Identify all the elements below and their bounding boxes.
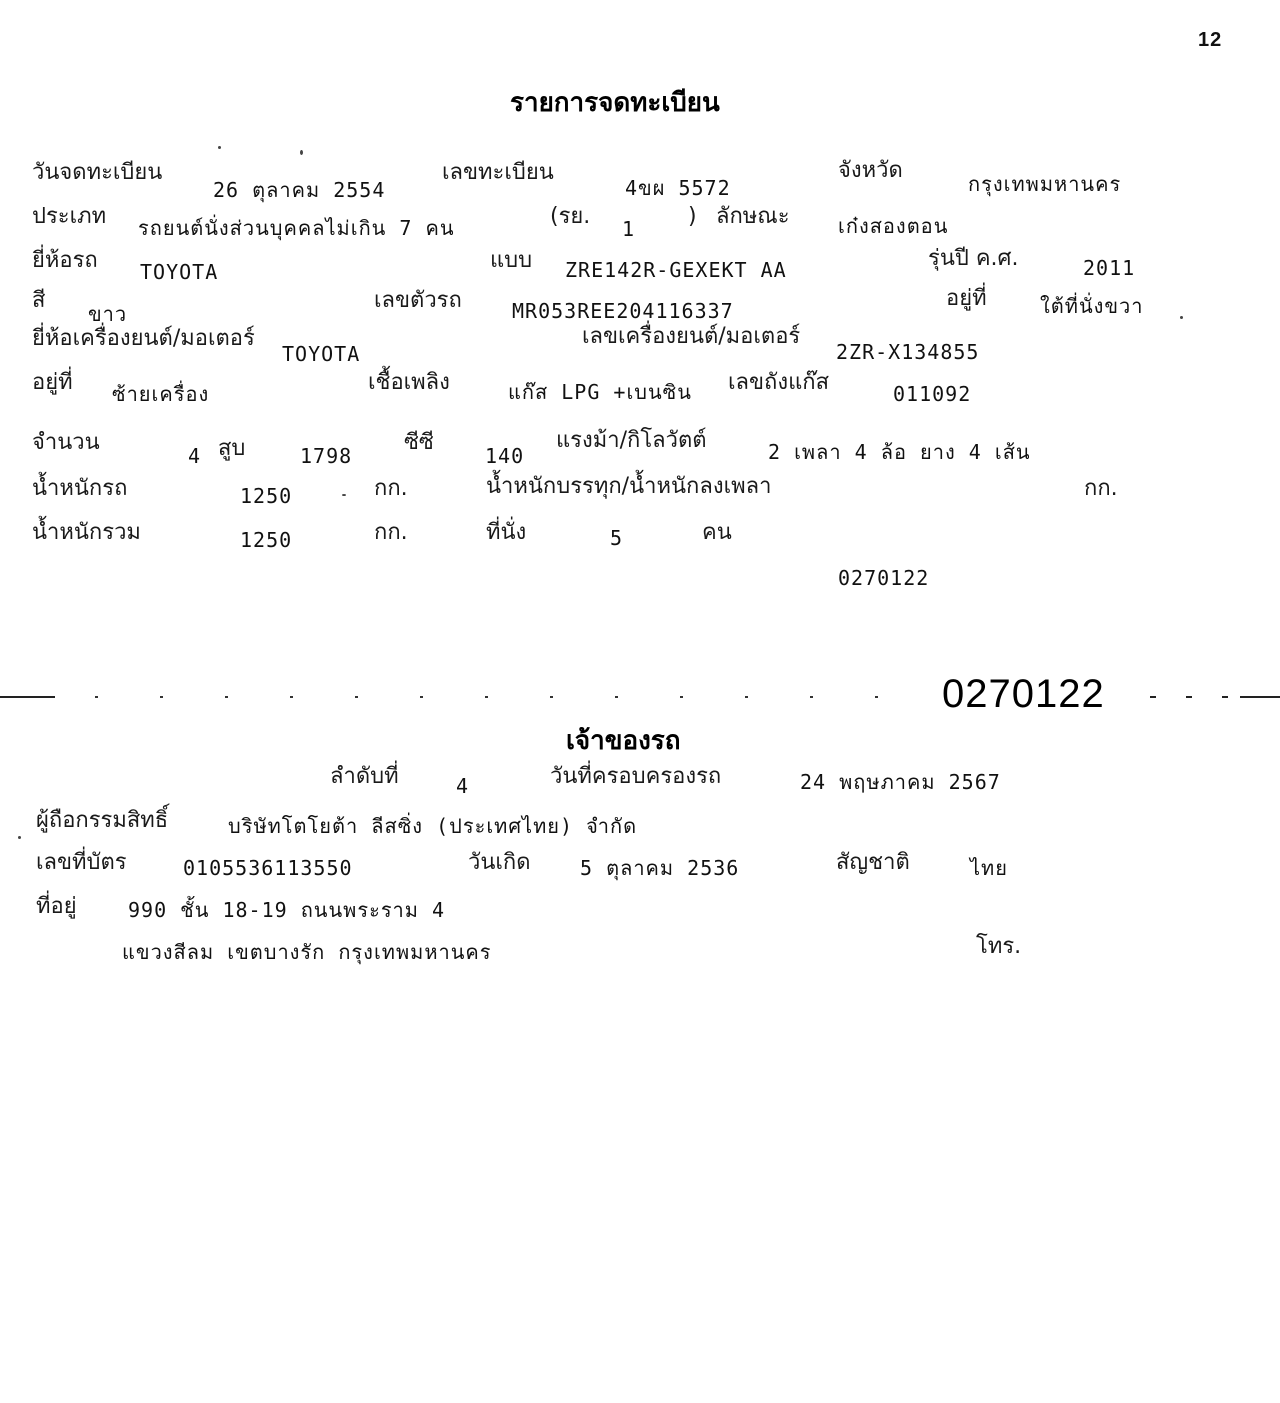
order-value: 4 — [456, 774, 470, 798]
ry-value: 1 — [622, 217, 636, 241]
axles-value: 2 เพลา 4 ล้อ ยาง 4 เส้น — [768, 440, 1031, 464]
chassis-location-label: อยู่ที่ — [946, 286, 987, 311]
style-value: เก๋งสองตอน — [838, 214, 949, 238]
brand-label: ยี่ห้อรถ — [32, 248, 98, 273]
card-number-value: 0105536113550 — [183, 856, 353, 880]
stamped-number: 0270122 — [942, 672, 1105, 716]
gross-weight-label: น้ำหนักรวม — [32, 520, 141, 545]
brand-value: TOYOTA — [140, 260, 219, 284]
seats-value: 5 — [610, 526, 624, 550]
scan-speck — [18, 836, 21, 839]
plate-label: เลขทะเบียน — [442, 160, 554, 185]
address-label: ที่อยู่ — [36, 894, 77, 919]
cylinders-value: 4 — [188, 444, 202, 468]
nationality-label: สัญชาติ — [836, 850, 910, 875]
province-label: จังหวัด — [838, 158, 903, 183]
hp-value: 140 — [485, 444, 525, 468]
registration-title: รายการจดทะเบียน — [510, 88, 720, 118]
holder-value: บริษัทโตโยต้า ลีสซิ่ง (ประเทศไทย) จำกัด — [228, 814, 638, 838]
seats-unit: คน — [702, 520, 732, 545]
model-year-label: รุ่นปี ค.ศ. — [928, 246, 1019, 271]
fuel-value: แก๊ส LPG +เบนซิน — [508, 380, 692, 404]
page-number: 12 — [1198, 29, 1223, 51]
ry-close: ) — [688, 204, 697, 229]
province-value: กรุงเทพมหานคร — [968, 172, 1122, 196]
address-line-1: 990 ชั้น 18-19 ถนนพระราม 4 — [128, 898, 446, 922]
color-label: สี — [32, 288, 46, 313]
type-label: ประเภท — [32, 204, 107, 229]
color-value: ขาว — [88, 302, 128, 326]
gas-tank-value: 011092 — [893, 382, 972, 406]
holder-label: ผู้ถือกรรมสิทธิ์ — [36, 808, 169, 833]
model-value: ZRE142R-GEXEKT AA — [565, 258, 787, 282]
chassis-label: เลขตัวรถ — [374, 288, 462, 313]
cc-value: 1798 — [300, 444, 353, 468]
engine-location-value: ซ้ายเครื่อง — [112, 382, 210, 406]
address-line-2: แขวงสีลม เขตบางรัก กรุงเทพมหานคร — [122, 940, 492, 964]
model-label: แบบ — [490, 248, 533, 273]
weight-value: 1250 — [240, 484, 293, 508]
weight-unit: กก. — [374, 476, 408, 501]
gas-tank-label: เลขถังแก๊ส — [728, 370, 830, 395]
gross-weight-unit: กก. — [374, 520, 408, 545]
engine-brand-value: TOYOTA — [282, 342, 361, 366]
scan-speck — [300, 150, 303, 155]
type-value: รถยนต์นั่งส่วนบุคคลไม่เกิน 7 คน — [138, 216, 455, 240]
possess-date-value: 24 พฤษภาคม 2567 — [800, 770, 1001, 794]
possess-date-label: วันที่ครอบครองรถ — [550, 764, 722, 789]
fuel-label: เชื้อเพลิง — [368, 370, 450, 395]
phone-label: โทร. — [976, 934, 1022, 959]
scan-speck — [218, 146, 221, 149]
ry-open: (รย. — [550, 204, 591, 229]
reg-date-value: 26 ตุลาคม 2554 — [213, 178, 386, 202]
load-unit: กก. — [1084, 476, 1118, 501]
plate-value: 4ขผ 5572 — [625, 176, 731, 200]
birth-date-label: วันเกิด — [468, 850, 531, 875]
engine-number-value: 2ZR-X134855 — [836, 340, 980, 364]
seats-label: ที่นั่ง — [486, 520, 527, 545]
style-label: ลักษณะ — [716, 204, 790, 229]
nationality-value: ไทย — [970, 856, 1008, 880]
chassis-value: MR053REE204116337 — [512, 299, 734, 323]
order-label: ลำดับที่ — [330, 764, 399, 789]
reg-date-label: วันจดทะเบียน — [32, 160, 163, 185]
card-number-label: เลขที่บัตร — [36, 850, 127, 875]
weight-label: น้ำหนักรถ — [32, 476, 128, 501]
chassis-location-value: ใต้ที่นั่งขวา — [1040, 294, 1144, 318]
load-label: น้ำหนักบรรทุก/น้ำหนักลงเพลา — [486, 474, 772, 499]
model-year-value: 2011 — [1083, 256, 1136, 280]
scan-speck — [342, 494, 346, 496]
scan-speck — [1180, 316, 1183, 319]
engine-brand-label: ยี่ห้อเครื่องยนต์/มอเตอร์ — [32, 326, 255, 351]
cylinders-unit: สูบ — [218, 436, 246, 461]
engine-location-label: อยู่ที่ — [32, 370, 73, 395]
owner-title: เจ้าของรถ — [566, 726, 681, 756]
cylinders-label: จำนวน — [32, 430, 100, 455]
birth-date-value: 5 ตุลาคม 2536 — [580, 856, 740, 880]
gross-weight-value: 1250 — [240, 528, 293, 552]
engine-number-label: เลขเครื่องยนต์/มอเตอร์ — [582, 324, 801, 349]
cc-unit: ซีซี — [404, 430, 434, 455]
hp-unit: แรงม้า/กิโลวัตต์ — [556, 428, 707, 453]
document-number: 0270122 — [838, 566, 930, 590]
